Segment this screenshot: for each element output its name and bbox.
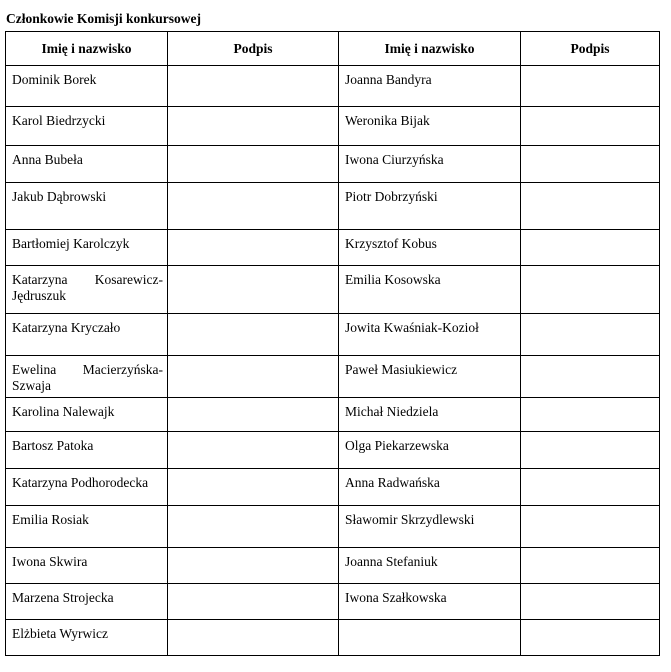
signature-cell [168, 398, 339, 432]
signature-cell [521, 356, 660, 398]
member-name-left: Katarzyna Kryczało [6, 314, 168, 356]
member-name-right: Weronika Bijak [339, 107, 521, 146]
table-row [6, 548, 660, 584]
member-name-left: Jakub Dąbrowski [6, 183, 168, 230]
table-row [6, 506, 660, 548]
signature-cell [521, 398, 660, 432]
signature-cell [168, 548, 339, 584]
member-name-left: Katarzyna Kosarewicz-Jędruszuk [6, 266, 168, 314]
signature-cell [168, 620, 339, 656]
signature-cell [521, 620, 660, 656]
table-row [6, 314, 660, 356]
header-name-right: Imię i nazwisko [339, 32, 521, 66]
member-name-right: Emilia Kosowska [339, 266, 521, 314]
member-name-right: Piotr Dobrzyński [339, 183, 521, 230]
member-name-left: Katarzyna Podhorodecka [6, 469, 168, 506]
member-name-right [339, 620, 521, 656]
signature-cell [168, 183, 339, 230]
signature-cell [168, 584, 339, 620]
signature-cell [168, 107, 339, 146]
member-name-right: Jowita Kwaśniak-Kozioł [339, 314, 521, 356]
member-name-right: Joanna Stefaniuk [339, 548, 521, 584]
member-name-right: Sławomir Skrzydlewski [339, 506, 521, 548]
signature-cell [521, 230, 660, 266]
signature-cell [168, 506, 339, 548]
member-name-left: Ewelina Macierzyńska-Szwaja [6, 356, 168, 398]
member-name-left: Emilia Rosiak [6, 506, 168, 548]
table-row [6, 584, 660, 620]
member-name-right: Iwona Ciurzyńska [339, 146, 521, 183]
table-row [6, 620, 660, 656]
member-name-right: Krzysztof Kobus [339, 230, 521, 266]
signature-cell [521, 432, 660, 469]
signature-cell [521, 266, 660, 314]
member-name-left: Karolina Nalewajk [6, 398, 168, 432]
signature-cell [168, 356, 339, 398]
header-row [6, 32, 660, 66]
table-row [6, 183, 660, 230]
member-name-left: Iwona Skwira [6, 548, 168, 584]
table-row [6, 356, 660, 398]
table-row [6, 469, 660, 506]
member-name-left: Bartłomiej Karolczyk [6, 230, 168, 266]
signature-cell [168, 266, 339, 314]
member-name-right: Michał Niedziela [339, 398, 521, 432]
member-name-right: Joanna Bandyra [339, 66, 521, 107]
member-name-left: Elżbieta Wyrwicz [6, 620, 168, 656]
member-name-left: Bartosz Patoka [6, 432, 168, 469]
signature-cell [168, 230, 339, 266]
member-name-right: Olga Piekarzewska [339, 432, 521, 469]
signature-cell [521, 66, 660, 107]
table-row [6, 107, 660, 146]
signature-cell [521, 469, 660, 506]
signature-cell [521, 107, 660, 146]
table-row [6, 230, 660, 266]
signature-cell [521, 584, 660, 620]
member-name-left: Marzena Strojecka [6, 584, 168, 620]
signature-cell [168, 314, 339, 356]
signature-cell [521, 183, 660, 230]
member-name-left: Karol Biedrzycki [6, 107, 168, 146]
page-title: Członkowie Komisji konkursowej [6, 11, 202, 26]
signature-cell [521, 506, 660, 548]
signature-cell [168, 469, 339, 506]
member-name-right: Iwona Szałkowska [339, 584, 521, 620]
signature-cell [521, 314, 660, 356]
signature-table [5, 31, 660, 656]
table-row [6, 398, 660, 432]
table-row [6, 266, 660, 314]
member-name-left: Dominik Borek [6, 66, 168, 107]
signature-cell [168, 146, 339, 183]
signature-cell [521, 548, 660, 584]
member-name-right: Anna Radwańska [339, 469, 521, 506]
member-name-left: Anna Bubeła [6, 146, 168, 183]
signature-cell [521, 146, 660, 183]
signature-cell [168, 432, 339, 469]
table-row [6, 146, 660, 183]
signature-cell [168, 66, 339, 107]
header-signature-right: Podpis [521, 32, 660, 66]
header-signature-left: Podpis [168, 32, 339, 66]
table-row [6, 66, 660, 107]
member-name-right: Paweł Masiukiewicz [339, 356, 521, 398]
table-row [6, 432, 660, 469]
header-name-left: Imię i nazwisko [6, 32, 168, 66]
